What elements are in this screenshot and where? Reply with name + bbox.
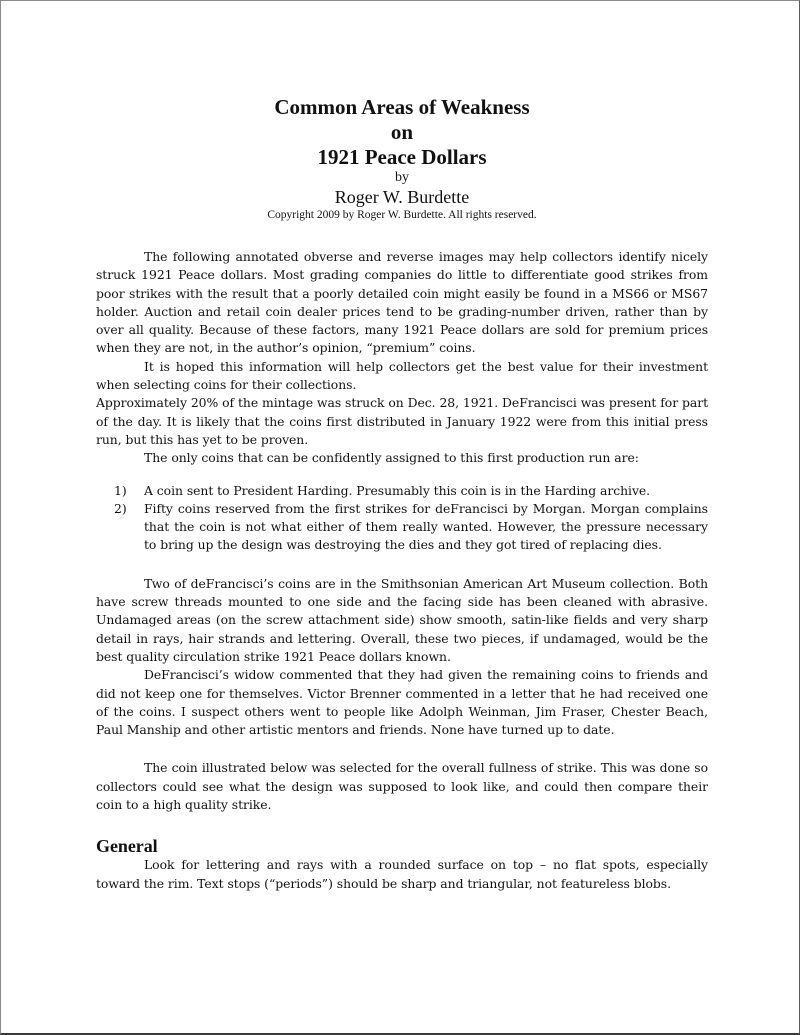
- body-text: [96, 248, 708, 893]
- paragraph-mintage: Approximately 20% of the mintage was struck on Dec. 28, 1921. DeFrancisci was present for part of the day. It is likely that the coins first distributed in January 1922 were from this initial press run, but this has yet to be proven.: [96, 395, 708, 447]
- paragraph-general: Look for lettering and rays with a rounded surface on top – no flat spots, especially toward the rim. Text stops (“periods”) should be sharp and triangular, not featureless blobs.: [96, 857, 708, 891]
- paragraph-first-run: The only coins that can be confidently assigned to this first production run are:: [144, 450, 639, 466]
- list-item-number: 2): [114, 500, 127, 516]
- document-content: [96, 95, 708, 893]
- title-line-2: on: [390, 120, 414, 144]
- paragraph-intro: The following annotated obverse and reverse images may help collectors identify nicely struck 1921 Peace dollars. Most grading companies do little to differentiate good strikes from poor strikes with the result that a poorly detailed coin might easily be found in a MS66 or MS67 holder. Auction and retail coin dealer prices tend to be grading-number driven, rather than by over all quality. Because of these factors, many 1921 Peace dollars are sold for premium prices when they are not, in the author’s opinion, “premium” coins.: [96, 249, 708, 356]
- list-item-text: Fifty coins reserved from the first strikes for deFrancisci by Morgan. Morgan complains that the coin is not what either of them really wanted. However, the pressure necessary to bring up the design was destroying the dies and they got tired of replacing dies.: [144, 500, 708, 553]
- list-item: [114, 482, 708, 500]
- first-run-list: [96, 482, 708, 555]
- paragraph-smithsonian: Two of deFrancisci’s coins are in the Smithsonian American Art Museum collection. Both have screw threads mounted to one side and the facing side has been cleaned with abrasive. Undamaged areas (on the screw attachment side) show smooth, satin-like fields and very sharp detail in rays, hair strands and lettering. Overall, these two pieces, if undamaged, would be the best quality circulation strike 1921 Peace dollars known.: [96, 575, 708, 664]
- copyright-notice: Copyright 2009 by Roger W. Burdette. All rights reserved.: [267, 209, 537, 221]
- paragraph-hope: It is hoped this information will help collectors get the best value for their investment when selecting coins for their collections.: [96, 358, 708, 393]
- list-item: [114, 500, 708, 555]
- list-item-text: A coin sent to President Harding. Presumably this coin is in the Harding archive.: [144, 482, 651, 498]
- author-name: Roger W. Burdette: [334, 187, 470, 207]
- by-line: by: [395, 170, 409, 185]
- paragraph-illustration: The coin illustrated below was selected for the overall fullness of strike. This was done so collectors could see what the design was supposed to look like, and could then compare their coin to a high quality strike.: [96, 760, 708, 813]
- title-line-3: 1921 Peace Dollars: [317, 145, 487, 169]
- list-item-number: 1): [114, 482, 127, 498]
- title-line-1: Common Areas of Weakness: [274, 95, 530, 119]
- paragraph-widow: DeFrancisci’s widow commented that they had given the remaining coins to friends and did not keep one for themselves. Victor Brenner commented in a letter that he had received one of the coins. I suspect others went to people like Adolph Weinman, Jim Fraser, Chester Beach, Paul Manship and other artistic mentors and friends. None have turned up to date.: [96, 667, 708, 738]
- section-heading-general: General: [96, 836, 158, 857]
- title-block: [96, 95, 708, 222]
